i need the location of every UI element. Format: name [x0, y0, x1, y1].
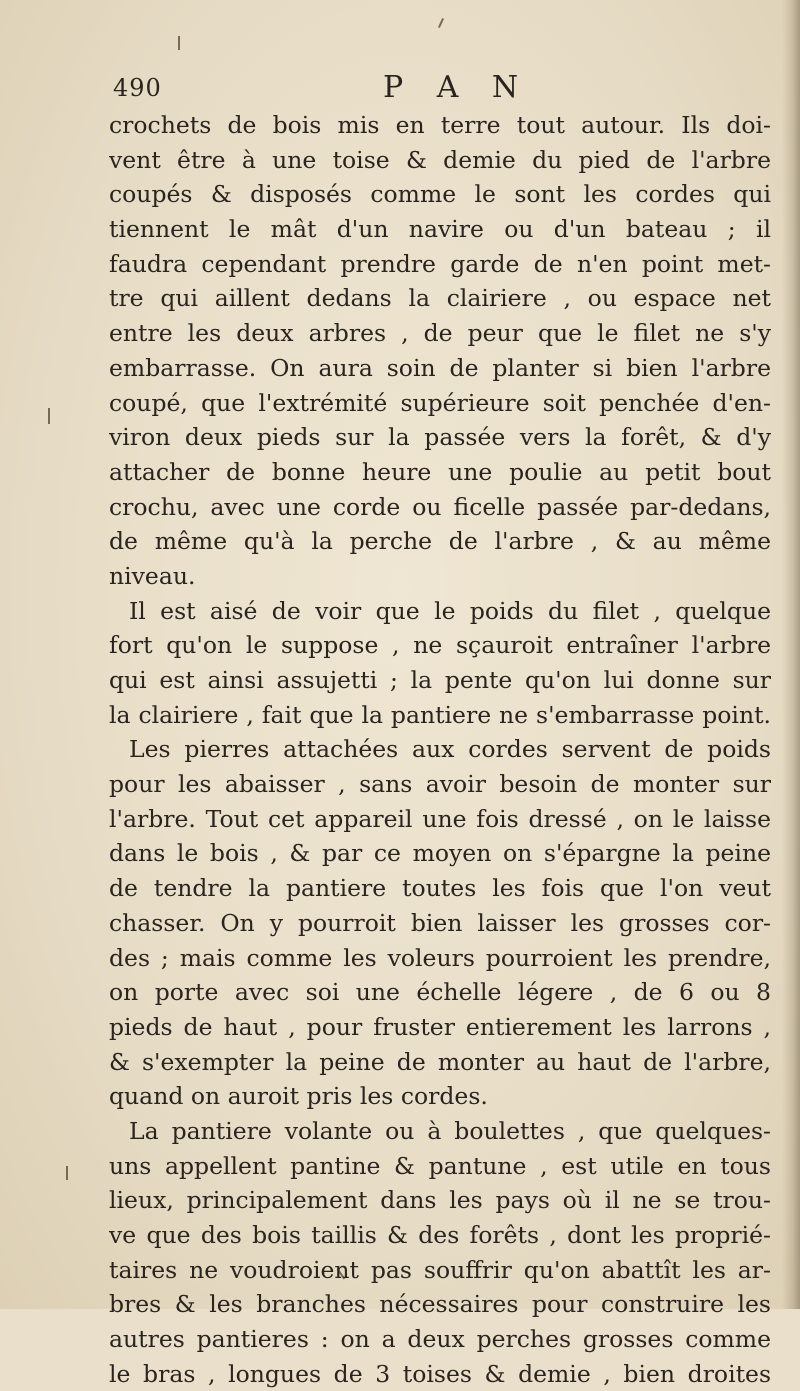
text-line: coupé, que l'extrémité supérieure soit penchée d'en-	[109, 388, 771, 417]
text-line: bres & les branches nécessaires pour construire les	[109, 1290, 771, 1319]
text-line: lieux, principalement dans les pays où il ne se trou-	[109, 1186, 771, 1215]
text-line: Les pierres attachées aux cordes servent de poids	[129, 735, 771, 764]
text-line: quand on auroit pris les cordes.	[109, 1082, 488, 1111]
text-line: attacher de bonne heure une poulie au petit bout	[109, 457, 771, 486]
text-line: le bras , longues de 3 toises & demie , bien droites	[109, 1359, 771, 1388]
page-header	[113, 70, 773, 110]
text-line: pieds de haut , pour fruster entierement les larrons ,	[109, 1012, 771, 1041]
ink-speck	[178, 36, 180, 50]
body-text	[109, 108, 771, 1391]
text-line: pour les abaisser , sans avoir besoin de monter sur	[109, 770, 771, 799]
text-line: la clairiere , fait que la pantiere ne s'embarrasse point.	[109, 700, 771, 729]
page-edge-shadow	[782, 0, 800, 1309]
text-line: tre qui aillent dedans la clairiere , ou espace net	[109, 284, 771, 313]
ink-speck	[66, 1166, 68, 1180]
text-line: uns appellent pantine & pantune , est utile en tous	[109, 1151, 771, 1180]
text-line: crochets de bois mis en terre tout autour. Ils doi-	[109, 111, 771, 139]
text-line: l'arbre. Tout cet appareil une fois dressé , on le laisse	[109, 804, 771, 833]
text-line: Il est aisé de voir que le poids du filet , quelque	[129, 596, 771, 625]
text-line: viron deux pieds sur la passée vers la forêt, & d'y	[109, 423, 771, 452]
ink-speck	[438, 18, 444, 28]
text-line: autres pantieres : on a deux perches grosses comme	[109, 1325, 771, 1354]
text-line: niveau.	[109, 561, 196, 590]
text-line: taires ne voudroient pas souffrir qu'on abattît les ar-	[109, 1255, 771, 1284]
text-line: & s'exempter la peine de monter au haut de l'arbre,	[109, 1047, 771, 1076]
text-line: on porte avec soi une échelle légere , de 6 ou 8	[109, 978, 771, 1007]
text-line: dans le bois , & par ce moyen on s'épargne la peine	[109, 839, 771, 868]
page-number: 490	[113, 74, 162, 102]
text-line: qui est ainsi assujetti ; la pente qu'on lui donne sur	[109, 666, 771, 694]
ink-speck	[48, 408, 50, 424]
text-line: embarrasse. On aura soin de planter si bien l'arbre	[109, 353, 771, 382]
text-line: vent être à une toise & demie du pied de l'arbre	[109, 145, 771, 174]
text-line: de tendre la pantiere toutes les fois que l'on veut	[109, 874, 771, 903]
text-line: coupés & disposés comme le sont les cordes qui	[109, 180, 771, 209]
text-line: entre les deux arbres , de peur que le filet ne s'y	[109, 319, 771, 348]
text-line: ve que des bois taillis & des forêts , dont les proprié-	[109, 1221, 771, 1249]
running-head: P A N	[383, 70, 531, 105]
text-line: crochu, avec une corde ou ficelle passée par-dedans,	[109, 492, 771, 521]
text-line: tiennent le mât d'un navire ou d'un bateau ; il	[109, 215, 771, 244]
text-line: chasser. On y pourroit bien laisser les grosses cor-	[109, 908, 771, 937]
text-line: faudra cependant prendre garde de n'en point met-	[109, 249, 771, 278]
text-line: de même qu'à la perche de l'arbre , & au même	[109, 527, 771, 556]
text-line: La pantiere volante ou à boulettes , que quelques-	[129, 1116, 771, 1145]
text-line: des ; mais comme les voleurs pourroient les prendre,	[109, 943, 771, 972]
text-line: fort qu'on le suppose , ne sçauroit entraîner l'arbre	[109, 631, 771, 660]
